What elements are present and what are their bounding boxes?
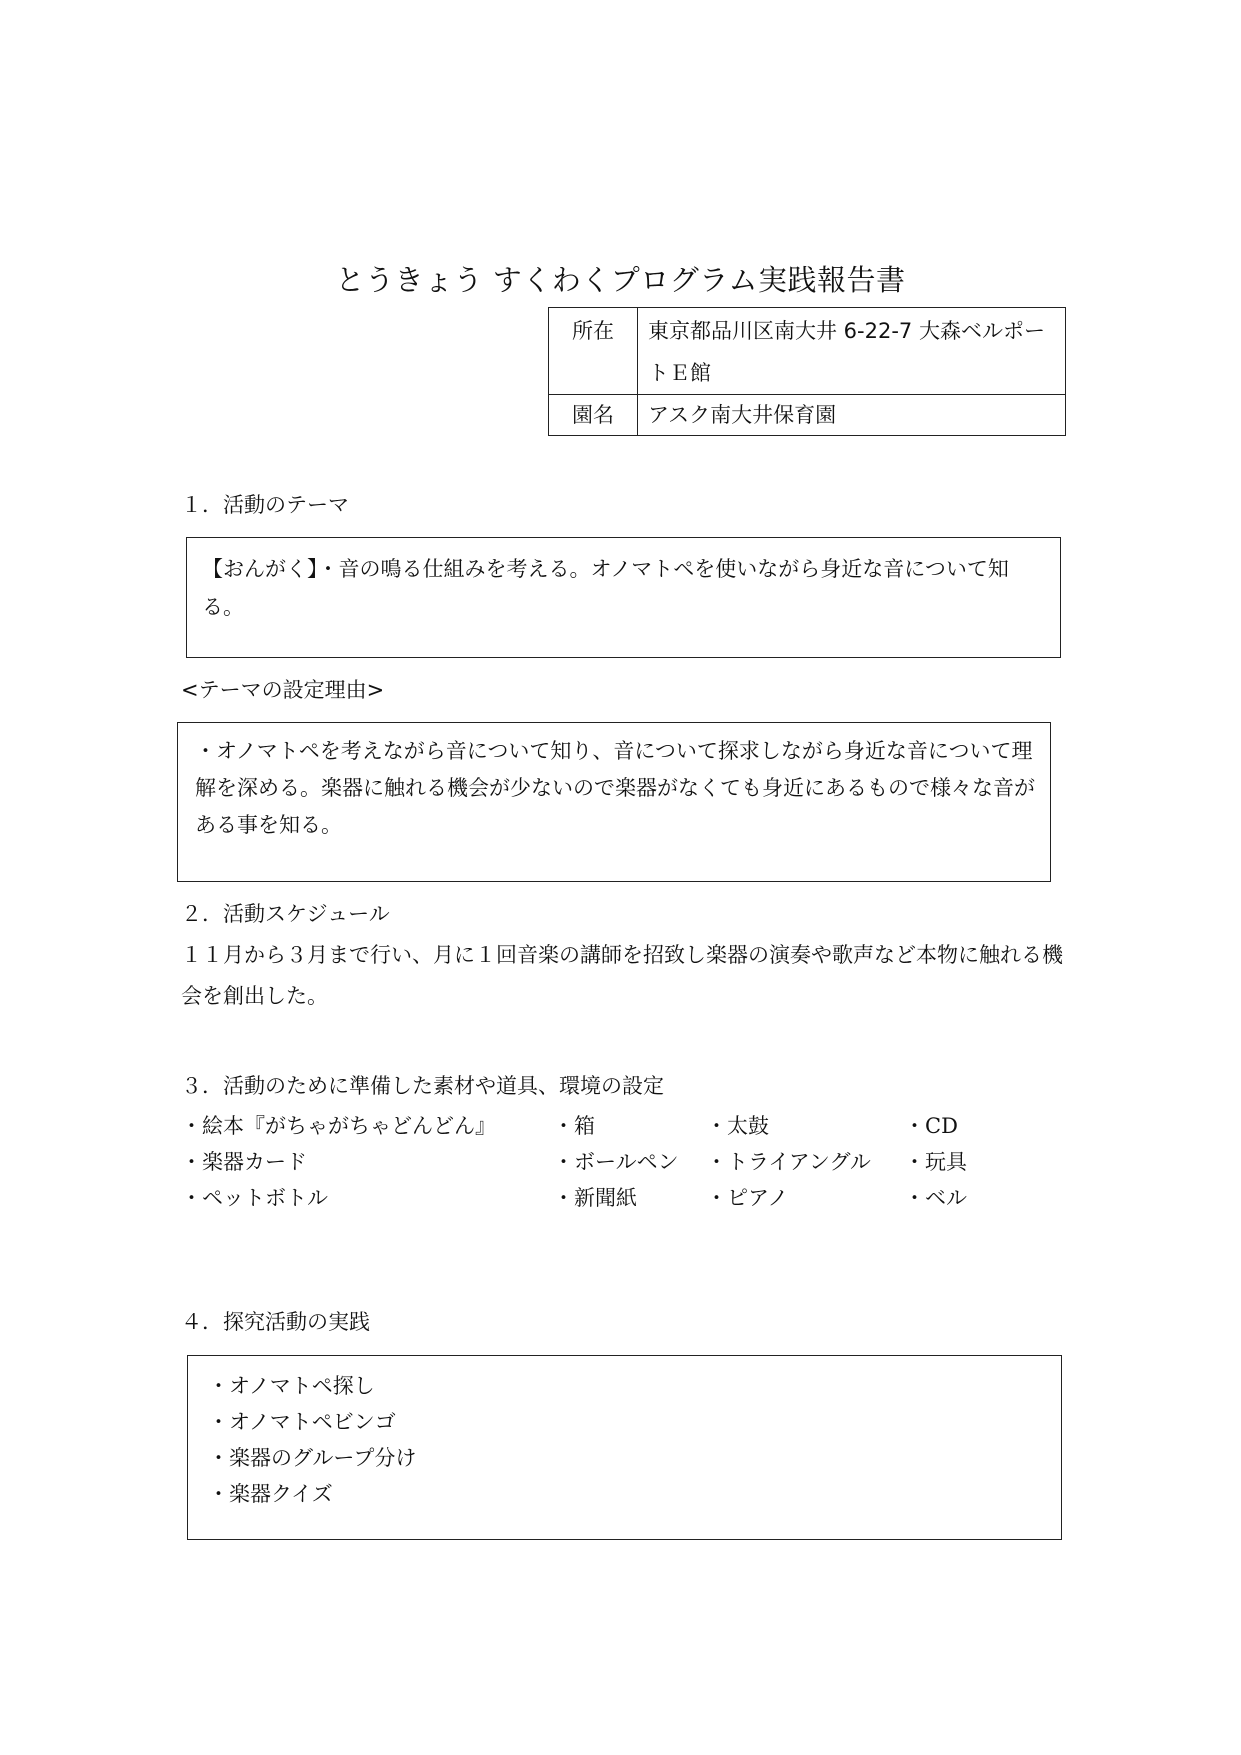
section1-heading: １．活動のテーマ [181, 493, 349, 517]
page-title: とうきょう すくわくプログラム実践報告書 [335, 263, 906, 297]
theme-box [186, 537, 1061, 658]
section2-heading: ２．活動スケジュール [181, 902, 390, 926]
material-item: ・新聞紙 [553, 1186, 637, 1210]
material-item: ・箱 [553, 1114, 595, 1138]
name-value: アスク南大井保育園 [638, 395, 1066, 436]
reason-box [177, 722, 1051, 882]
list-item: ・オノマトペビンゴ [208, 1410, 396, 1434]
material-item: ・ピアノ [706, 1186, 789, 1210]
section4-heading: ４．探究活動の実践 [181, 1310, 370, 1334]
list-item: ・楽器のグループ分け [208, 1446, 417, 1470]
section3-heading: ３．活動のために準備した素材や道具、環境の設定 [181, 1074, 664, 1098]
material-item: ・ベル [904, 1186, 967, 1210]
material-item: ・絵本『がちゃがちゃどんどん』 [181, 1114, 496, 1138]
material-item: ・ペットボトル [181, 1186, 328, 1210]
material-item: ・ボールペン [553, 1150, 679, 1174]
material-item: ・玩具 [904, 1150, 967, 1174]
theme-text: 【おんがく】・音の鳴る仕組みを考える。オノマトペを使いながら身近な音について知る。 [202, 557, 1009, 619]
practice-box [187, 1355, 1062, 1540]
info-row-location [549, 308, 1066, 395]
material-item: ・トライアングル [706, 1150, 871, 1174]
list-item: ・楽器クイズ [208, 1482, 333, 1506]
schedule-text: １１月から３月まで行い、月に１回音楽の講師を招致し楽器の演奏や歌声など本物に触れる機会を創出した。 [181, 943, 1063, 1008]
material-item: ・CD [904, 1114, 958, 1138]
reason-heading: <テーマの設定理由> [181, 678, 385, 702]
location-value: 東京都品川区南大井 6-22-7 大森ベルポートＥ館 [638, 308, 1066, 395]
reason-text: ・オノマトペを考えながら音について知り、音について探求しながら身近な音について理解を深める。楽器に触れる機会が少ないので楽器がなくても身近にあるもので様々な音がある事を知る。 [195, 739, 1035, 837]
material-item: ・楽器カード [181, 1150, 307, 1174]
location-label: 所在 [549, 308, 638, 395]
name-label: 園名 [549, 395, 638, 436]
material-item: ・太鼓 [706, 1114, 769, 1138]
list-item: ・オノマトペ探し [208, 1374, 375, 1398]
info-row-name [549, 395, 1066, 436]
info-table [548, 307, 1066, 436]
